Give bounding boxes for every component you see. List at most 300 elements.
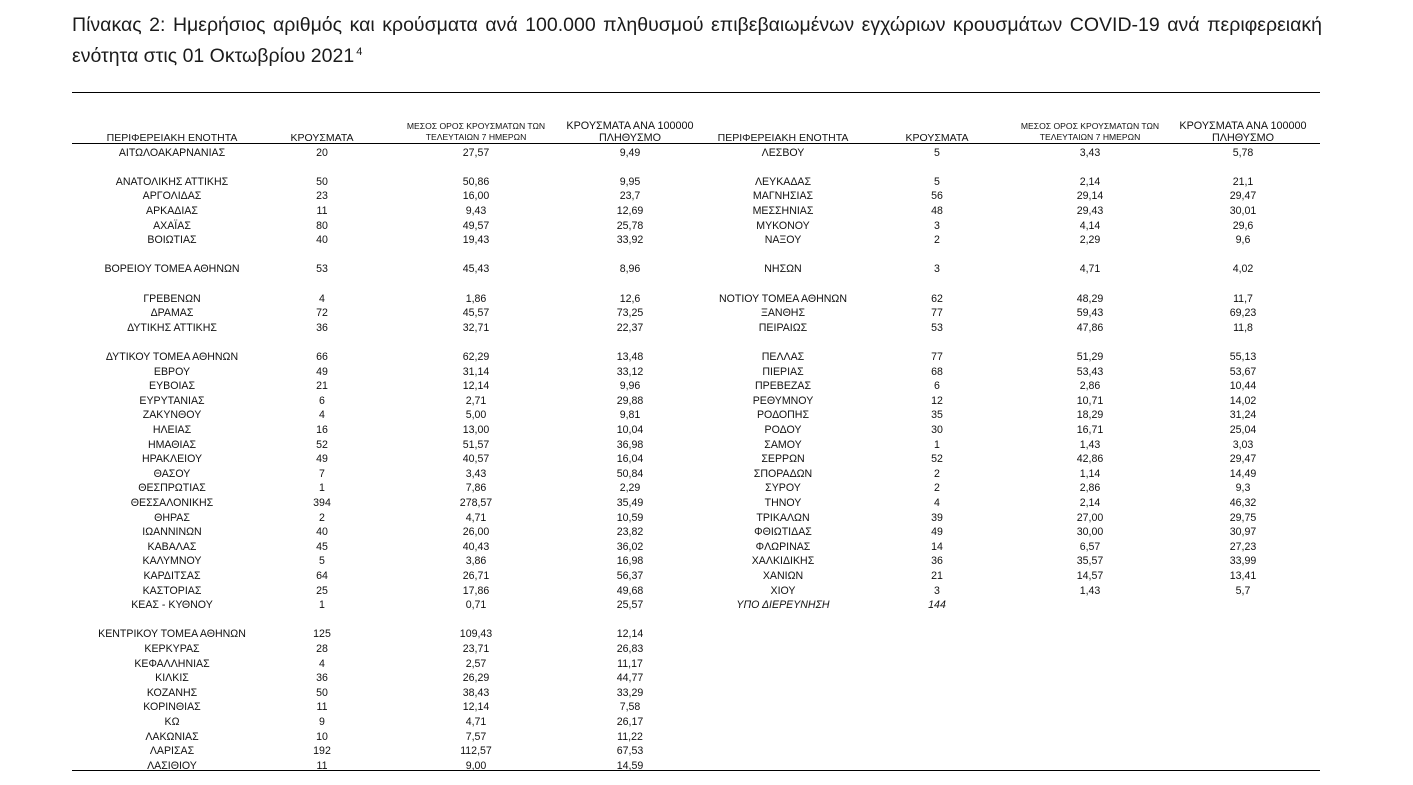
table-row (0, 730, 1413, 744)
avg7-cell: 19,43 (462, 234, 490, 247)
avg7-cell: 26,00 (462, 526, 490, 539)
region-cell: ΕΥΡΥΤΑΝΙΑΣ (139, 394, 205, 407)
cases-cell: 49 (316, 365, 328, 378)
region-cell: ΓΡΕΒΕΝΩΝ (143, 292, 201, 305)
avg7-cell: 49,57 (462, 219, 490, 232)
cases-cell: 7 (319, 467, 325, 480)
per100k-cell: 2,29 (619, 482, 641, 495)
avg7-cell: 13,00 (462, 423, 490, 436)
per100k-cell: 44,77 (616, 672, 644, 685)
cases-cell: 66 (316, 350, 328, 363)
right-header-avg7: ΜΕΣΟΣ ΟΡΟΣ ΚΡΟΥΣΜΑΤΩΝ ΤΩΝ ΤΕΛΕΥΤΑΙΩΝ 7 ΗΜΕΡΩΝ (1020, 121, 1160, 142)
cases-cell: 49 (931, 526, 943, 539)
per100k-cell: 10,59 (616, 511, 644, 524)
per100k-cell: 26,83 (616, 642, 644, 655)
table-row (0, 452, 1413, 466)
avg7-cell: 4,71 (465, 511, 487, 524)
cases-cell: 77 (931, 307, 943, 320)
cases-cell: 11 (316, 759, 328, 772)
cases-cell: 53 (316, 263, 328, 276)
region-cell: ΚΩ (164, 715, 180, 728)
table-row (0, 759, 1413, 773)
region-cell: ΗΜΑΘΙΑΣ (147, 438, 197, 451)
region-cell: ΛΕΥΚΑΔΑΣ (754, 175, 812, 188)
region-cell: ΚΑΒΑΛΑΣ (147, 540, 197, 553)
avg7-cell: 1,14 (1079, 467, 1101, 480)
table-row (0, 204, 1413, 218)
region-cell: ΚΑΡΔΙΤΣΑΣ (143, 569, 201, 582)
avg7-cell: 53,43 (1076, 365, 1104, 378)
table-row (0, 350, 1413, 364)
cases-cell: 80 (316, 219, 328, 232)
cases-cell: 144 (928, 599, 946, 612)
avg7-cell: 45,57 (462, 307, 490, 320)
per100k-cell: 67,53 (616, 745, 644, 758)
region-cell: ΑΙΤΩΛΟΑΚΑΡΝΑΝΙΑΣ (118, 146, 226, 159)
cases-cell: 2 (934, 234, 940, 247)
avg7-cell: 1,86 (465, 292, 487, 305)
avg7-cell: 26,71 (462, 569, 490, 582)
cases-cell: 2 (934, 482, 940, 495)
cases-cell: 30 (931, 423, 943, 436)
region-cell: ΚΕΡΚΥΡΑΣ (144, 642, 200, 655)
table-row (0, 511, 1413, 525)
avg7-cell: 16,00 (462, 190, 490, 203)
per100k-cell: 29,88 (616, 394, 644, 407)
per100k-cell: 25,78 (616, 219, 644, 232)
table-row (0, 467, 1413, 481)
avg7-cell: 29,14 (1076, 190, 1104, 203)
region-cell: ΝΗΣΩΝ (764, 263, 802, 276)
cases-cell: 125 (313, 628, 331, 641)
region-cell: ΦΛΩΡΙΝΑΣ (755, 540, 811, 553)
region-cell: ΛΑΡΙΣΑΣ (149, 745, 195, 758)
region-cell: ΧΙΟΥ (770, 584, 796, 597)
cases-cell: 6 (934, 380, 940, 393)
avg7-cell: 112,57 (460, 745, 492, 758)
cases-cell: 40 (316, 526, 328, 539)
avg7-cell: 4,14 (1079, 219, 1101, 232)
cases-cell: 64 (316, 569, 328, 582)
cases-cell: 48 (931, 204, 943, 217)
cases-cell: 2 (319, 511, 325, 524)
per100k-cell: 11,8 (1233, 321, 1253, 334)
table-row (0, 408, 1413, 422)
table-row (0, 569, 1413, 583)
region-cell: ΔΥΤΙΚΟΥ ΤΟΜΕΑ ΑΘΗΝΩΝ (105, 350, 239, 363)
per100k-cell: 10,04 (616, 423, 644, 436)
region-cell: ΚΟΡΙΝΘΙΑΣ (143, 701, 201, 714)
per100k-cell: 31,24 (1229, 409, 1257, 422)
per100k-cell: 7,58 (619, 701, 641, 714)
per100k-cell: 29,47 (1229, 190, 1257, 203)
per100k-cell: 9,6 (1235, 234, 1251, 247)
region-cell: ΔΥΤΙΚΗΣ ΑΤΤΙΚΗΣ (127, 321, 217, 334)
table-row (0, 540, 1413, 554)
per100k-cell: 29,47 (1229, 453, 1257, 466)
avg7-cell: 9,43 (465, 204, 487, 217)
per100k-cell: 27,23 (1229, 540, 1257, 553)
avg7-cell: 7,57 (465, 730, 487, 743)
region-cell: ΜΕΣΣΗΝΙΑΣ (752, 204, 814, 217)
avg7-cell: 45,43 (462, 263, 490, 276)
avg7-cell: 23,71 (462, 642, 490, 655)
cases-cell: 25 (316, 584, 328, 597)
region-cell: ΤΡΙΚΑΛΩΝ (756, 511, 810, 524)
region-cell: ΚΕΑΣ - ΚΥΘΝΟΥ (131, 599, 213, 612)
cases-cell: 192 (313, 745, 331, 758)
per100k-cell: 33,99 (1229, 555, 1257, 568)
avg7-cell: 0,71 (465, 599, 487, 612)
right-header-cases: ΚΡΟΥΣΜΑΤΑ (905, 132, 969, 144)
region-cell: ΘΕΣΠΡΩΤΙΑΣ (138, 482, 206, 495)
cases-cell: 4 (319, 657, 325, 670)
avg7-cell: 40,57 (462, 453, 490, 466)
avg7-cell: 50,86 (462, 175, 490, 188)
avg7-cell: 3,43 (465, 467, 487, 480)
cases-cell: 53 (931, 321, 943, 334)
per100k-cell: 14,59 (616, 759, 644, 772)
per100k-cell: 9,81 (619, 409, 641, 422)
cases-cell: 21 (931, 569, 943, 582)
table-row (0, 292, 1413, 306)
region-cell: ΚΟΖΑΝΗΣ (146, 686, 198, 699)
avg7-cell: 1,43 (1079, 438, 1101, 451)
region-cell: ΡΟΔΟΥ (764, 423, 802, 436)
region-cell: ΑΡΚΑΔΙΑΣ (146, 204, 198, 217)
table-row (0, 306, 1413, 320)
per100k-cell: 25,57 (616, 599, 644, 612)
avg7-cell: 18,29 (1076, 409, 1104, 422)
avg7-cell: 42,86 (1076, 453, 1104, 466)
table-row (0, 554, 1413, 568)
table-row (0, 438, 1413, 452)
cases-cell: 23 (316, 190, 328, 203)
per100k-cell: 11,7 (1233, 292, 1253, 305)
cases-cell: 5 (934, 146, 940, 159)
cases-cell: 36 (931, 555, 943, 568)
table-row (0, 715, 1413, 729)
cases-cell: 16 (316, 423, 328, 436)
cases-cell: 39 (931, 511, 943, 524)
region-cell: ΖΑΚΥΝΘΟΥ (142, 409, 202, 422)
table-row (0, 219, 1413, 233)
per100k-cell: 11,22 (617, 730, 643, 743)
region-cell: ΠΡΕΒΕΖΑΣ (755, 380, 811, 393)
table-row (0, 686, 1413, 700)
region-cell: ΛΑΣΙΘΙΟΥ (147, 759, 197, 772)
cases-cell: 49 (316, 453, 328, 466)
avg7-cell: 1,43 (1079, 584, 1101, 597)
avg7-cell: 2,14 (1079, 496, 1101, 509)
region-cell: ΔΡΑΜΑΣ (150, 307, 194, 320)
region-cell: ΛΑΚΩΝΙΑΣ (145, 730, 199, 743)
table-row (0, 657, 1413, 671)
avg7-cell: 3,43 (1079, 146, 1101, 159)
cases-cell: 35 (931, 409, 943, 422)
region-cell: ΣΑΜΟΥ (764, 438, 802, 451)
per100k-cell: 23,7 (619, 190, 641, 203)
per100k-cell: 12,69 (616, 204, 644, 217)
cases-cell: 2 (934, 467, 940, 480)
cases-cell: 72 (316, 307, 328, 320)
avg7-cell: 2,29 (1079, 234, 1101, 247)
cases-cell: 36 (316, 672, 328, 685)
per100k-cell: 55,13 (1229, 350, 1257, 363)
per100k-cell: 13,41 (1229, 569, 1257, 582)
cases-cell: 394 (313, 496, 331, 509)
region-cell: ΒΟΡΕΙΟΥ ΤΟΜΕΑ ΑΘΗΝΩΝ (104, 263, 240, 276)
table-row (0, 525, 1413, 539)
cases-cell: 45 (316, 540, 328, 553)
per100k-cell: 13,48 (616, 350, 644, 363)
per100k-cell: 26,17 (616, 715, 644, 728)
avg7-cell: 51,57 (462, 438, 490, 451)
region-cell: ΥΠΟ ΔΙΕΡΕΥΝΗΣΗ (736, 599, 830, 612)
right-header-per100k: ΚΡΟΥΣΜΑΤΑ ΑΝΑ 100000 ΠΛΗΘΥΣΜΟ (1179, 120, 1307, 144)
left-header-cases: ΚΡΟΥΣΜΑΤΑ (290, 132, 354, 144)
region-cell: ΠΕΙΡΑΙΩΣ (758, 321, 808, 334)
region-cell: ΤΗΝΟΥ (764, 496, 802, 509)
avg7-cell: 12,14 (462, 380, 490, 393)
table-title (72, 10, 1322, 72)
cases-cell: 4 (934, 496, 940, 509)
avg7-cell: 7,86 (465, 482, 487, 495)
avg7-cell: 4,71 (465, 715, 487, 728)
avg7-cell: 2,14 (1079, 175, 1101, 188)
region-cell: ΘΑΣΟΥ (153, 467, 191, 480)
region-cell: ΗΛΕΙΑΣ (152, 423, 192, 436)
per100k-cell: 73,25 (616, 307, 644, 320)
per100k-cell: 29,75 (1229, 511, 1257, 524)
avg7-cell: 12,14 (462, 701, 490, 714)
avg7-cell: 27,00 (1076, 511, 1104, 524)
cases-cell: 40 (316, 234, 328, 247)
per100k-cell: 69,23 (1229, 307, 1257, 320)
table-row (0, 233, 1413, 247)
table-row (0, 671, 1413, 685)
avg7-cell: 3,86 (465, 555, 487, 568)
region-cell: ΧΑΝΙΩΝ (762, 569, 804, 582)
avg7-cell: 109,43 (459, 628, 493, 641)
table-row (0, 321, 1413, 335)
cases-cell: 5 (934, 175, 940, 188)
avg7-cell: 51,29 (1076, 350, 1104, 363)
per100k-cell: 56,37 (616, 569, 644, 582)
avg7-cell: 9,00 (465, 759, 487, 772)
avg7-cell: 278,57 (459, 496, 493, 509)
per100k-cell: 23,82 (616, 526, 644, 539)
region-cell: ΝΟΤΙΟΥ ΤΟΜΕΑ ΑΘΗΝΩΝ (718, 292, 848, 305)
avg7-cell: 26,29 (462, 672, 490, 685)
left-header-avg7: ΜΕΣΟΣ ΟΡΟΣ ΚΡΟΥΣΜΑΤΩΝ ΤΩΝ ΤΕΛΕΥΤΑΙΩΝ 7 ΗΜΕΡΩΝ (406, 121, 546, 142)
per100k-cell: 33,29 (616, 686, 644, 699)
per100k-cell: 50,84 (616, 467, 644, 480)
per100k-cell: 49,68 (616, 584, 644, 597)
per100k-cell: 25,04 (1229, 423, 1257, 436)
region-cell: ΧΑΛΚΙΔΙΚΗΣ (751, 555, 815, 568)
table-row (0, 262, 1413, 276)
cases-cell: 11 (316, 701, 328, 714)
avg7-cell: 40,43 (462, 540, 490, 553)
avg7-cell: 2,86 (1079, 482, 1101, 495)
region-cell: ΠΙΕΡΙΑΣ (762, 365, 804, 378)
avg7-cell: 30,00 (1076, 526, 1104, 539)
region-cell: ΣΥΡΟΥ (765, 482, 801, 495)
table-row (0, 642, 1413, 656)
avg7-cell: 4,71 (1079, 263, 1101, 276)
avg7-cell: 35,57 (1076, 555, 1104, 568)
region-cell: ΕΥΒΟΙΑΣ (149, 380, 195, 393)
avg7-cell: 14,57 (1076, 569, 1104, 582)
region-cell: ΦΘΙΩΤΙΔΑΣ (754, 526, 812, 539)
per100k-cell: 9,95 (619, 175, 641, 188)
per100k-cell: 10,44 (1229, 380, 1257, 393)
avg7-cell: 16,71 (1076, 423, 1104, 436)
top-rule (72, 92, 1320, 93)
per100k-cell: 4,02 (1232, 263, 1254, 276)
per100k-cell: 9,49 (619, 146, 641, 159)
region-cell: ΝΑΞΟΥ (764, 234, 802, 247)
cases-cell: 36 (316, 321, 328, 334)
table-row (0, 189, 1413, 203)
table-row (0, 394, 1413, 408)
per100k-cell: 12,6 (619, 292, 641, 305)
region-cell: ΚΑΛΥΜΝΟΥ (142, 555, 202, 568)
cases-cell: 28 (316, 642, 328, 655)
cases-cell: 50 (316, 175, 328, 188)
avg7-cell: 2,57 (465, 657, 487, 670)
cases-cell: 21 (316, 380, 328, 393)
cases-cell: 9 (319, 715, 325, 728)
avg7-cell: 5,00 (465, 409, 487, 422)
cases-cell: 1 (319, 599, 325, 612)
cases-cell: 6 (319, 394, 325, 407)
region-cell: ΠΕΛΛΑΣ (761, 350, 805, 363)
table-row (0, 744, 1413, 758)
region-cell: ΚΑΣΤΟΡΙΑΣ (142, 584, 202, 597)
region-cell: ΗΡΑΚΛΕΙΟΥ (141, 453, 203, 466)
avg7-cell: 10,71 (1076, 394, 1104, 407)
region-cell: ΡΕΘΥΜΝΟΥ (752, 394, 814, 407)
avg7-cell: 32,71 (462, 321, 490, 334)
cases-cell: 3 (934, 584, 940, 597)
per100k-cell: 9,3 (1235, 482, 1251, 495)
per100k-cell: 3,03 (1232, 438, 1254, 451)
region-cell: ΑΧΑΪΑΣ (153, 219, 191, 232)
cases-cell: 52 (931, 453, 943, 466)
region-cell: ΒΟΙΩΤΙΑΣ (147, 234, 197, 247)
avg7-cell: 2,86 (1079, 380, 1101, 393)
region-cell: ΙΩΑΝΝΙΝΩΝ (142, 526, 202, 539)
region-cell: ΜΥΚΟΝΟΥ (756, 219, 810, 232)
per100k-cell: 16,98 (616, 555, 644, 568)
per100k-cell: 33,92 (616, 234, 644, 247)
cases-cell: 1 (934, 438, 940, 451)
region-cell: ΚΕΦΑΛΛΗΝΙΑΣ (134, 657, 210, 670)
table-row (0, 481, 1413, 495)
region-cell: ΑΡΓΟΛΙΔΑΣ (142, 190, 202, 203)
left-header-per100k: ΚΡΟΥΣΜΑΤΑ ΑΝΑ 100000 ΠΛΗΘΥΣΜΟ (566, 120, 694, 144)
per100k-cell: 8,96 (619, 263, 641, 276)
cases-cell: 52 (316, 438, 328, 451)
per100k-cell: 53,67 (1229, 365, 1257, 378)
cases-cell: 4 (319, 409, 325, 422)
avg7-cell: 17,86 (462, 584, 490, 597)
per100k-cell: 30,01 (1229, 204, 1257, 217)
cases-cell: 4 (319, 292, 325, 305)
avg7-cell: 6,57 (1079, 540, 1101, 553)
cases-cell: 11 (316, 204, 328, 217)
cases-cell: 3 (934, 219, 940, 232)
cases-cell: 50 (316, 686, 328, 699)
cases-cell: 62 (931, 292, 943, 305)
table-row (0, 365, 1413, 379)
region-cell: ΞΑΝΘΗΣ (760, 307, 806, 320)
avg7-cell: 38,43 (462, 686, 490, 699)
per100k-cell: 35,49 (616, 496, 644, 509)
avg7-cell: 48,29 (1076, 292, 1104, 305)
avg7-cell: 27,57 (462, 146, 490, 159)
per100k-cell: 21,1 (1232, 175, 1254, 188)
per100k-cell: 9,96 (619, 380, 641, 393)
per100k-cell: 30,97 (1229, 526, 1257, 539)
per100k-cell: 36,02 (616, 540, 644, 553)
avg7-cell: 2,71 (465, 394, 487, 407)
table-row (0, 598, 1413, 612)
per100k-cell: 16,04 (616, 453, 644, 466)
per100k-cell: 33,12 (616, 365, 644, 378)
region-cell: ΜΑΓΝΗΣΙΑΣ (752, 190, 814, 203)
cases-cell: 56 (931, 190, 943, 203)
region-cell: ΕΒΡΟΥ (153, 365, 191, 378)
avg7-cell: 31,14 (462, 365, 490, 378)
table-row (0, 146, 1413, 160)
per100k-cell: 5,7 (1235, 584, 1251, 597)
per100k-cell: 29,6 (1232, 219, 1254, 232)
cases-cell: 14 (931, 540, 943, 553)
table-title-text: Πίνακας 2: Ημερήσιος αριθμός και κρούσματα ανά 100.000 πληθυσμού επιβεβαιωμένων εγχώριων κρουσμάτων COVID-19 ανά περιφερειακή ενότητα στις 01 Οκτωβρίου 2021 (72, 14, 1322, 67)
cases-cell: 12 (931, 394, 943, 407)
avg7-cell: 47,86 (1076, 321, 1104, 334)
right-header-region: ΠΕΡΙΦΕΡΕΙΑΚΗ ΕΝΟΤΗΤΑ (717, 132, 849, 144)
cases-cell: 77 (931, 350, 943, 363)
table-row (0, 423, 1413, 437)
cases-cell: 68 (931, 365, 943, 378)
per100k-cell: 11,17 (617, 657, 643, 670)
region-cell: ΣΠΟΡΑΔΩΝ (753, 467, 813, 480)
per100k-cell: 36,98 (616, 438, 644, 451)
table-row (0, 379, 1413, 393)
avg7-cell: 59,43 (1076, 307, 1104, 320)
table-row (0, 175, 1413, 189)
region-cell: ΚΕΝΤΡΙΚΟΥ ΤΟΜΕΑ ΑΘΗΝΩΝ (98, 628, 246, 641)
region-cell: ΘΗΡΑΣ (154, 511, 190, 524)
region-cell: ΚΙΛΚΙΣ (155, 672, 189, 685)
per100k-cell: 14,02 (1229, 394, 1257, 407)
table-row (0, 584, 1413, 598)
region-cell: ΘΕΣΣΑΛΟΝΙΚΗΣ (130, 496, 214, 509)
cases-cell: 3 (934, 263, 940, 276)
table-row (0, 496, 1413, 510)
avg7-cell: 29,43 (1076, 204, 1104, 217)
per100k-cell: 46,32 (1229, 496, 1257, 509)
avg7-cell: 62,29 (462, 350, 490, 363)
footnote-marker: 4 (356, 46, 363, 58)
cases-cell: 20 (316, 146, 328, 159)
left-header-region: ΠΕΡΙΦΕΡΕΙΑΚΗ ΕΝΟΤΗΤΑ (106, 132, 238, 144)
table-row (0, 700, 1413, 714)
